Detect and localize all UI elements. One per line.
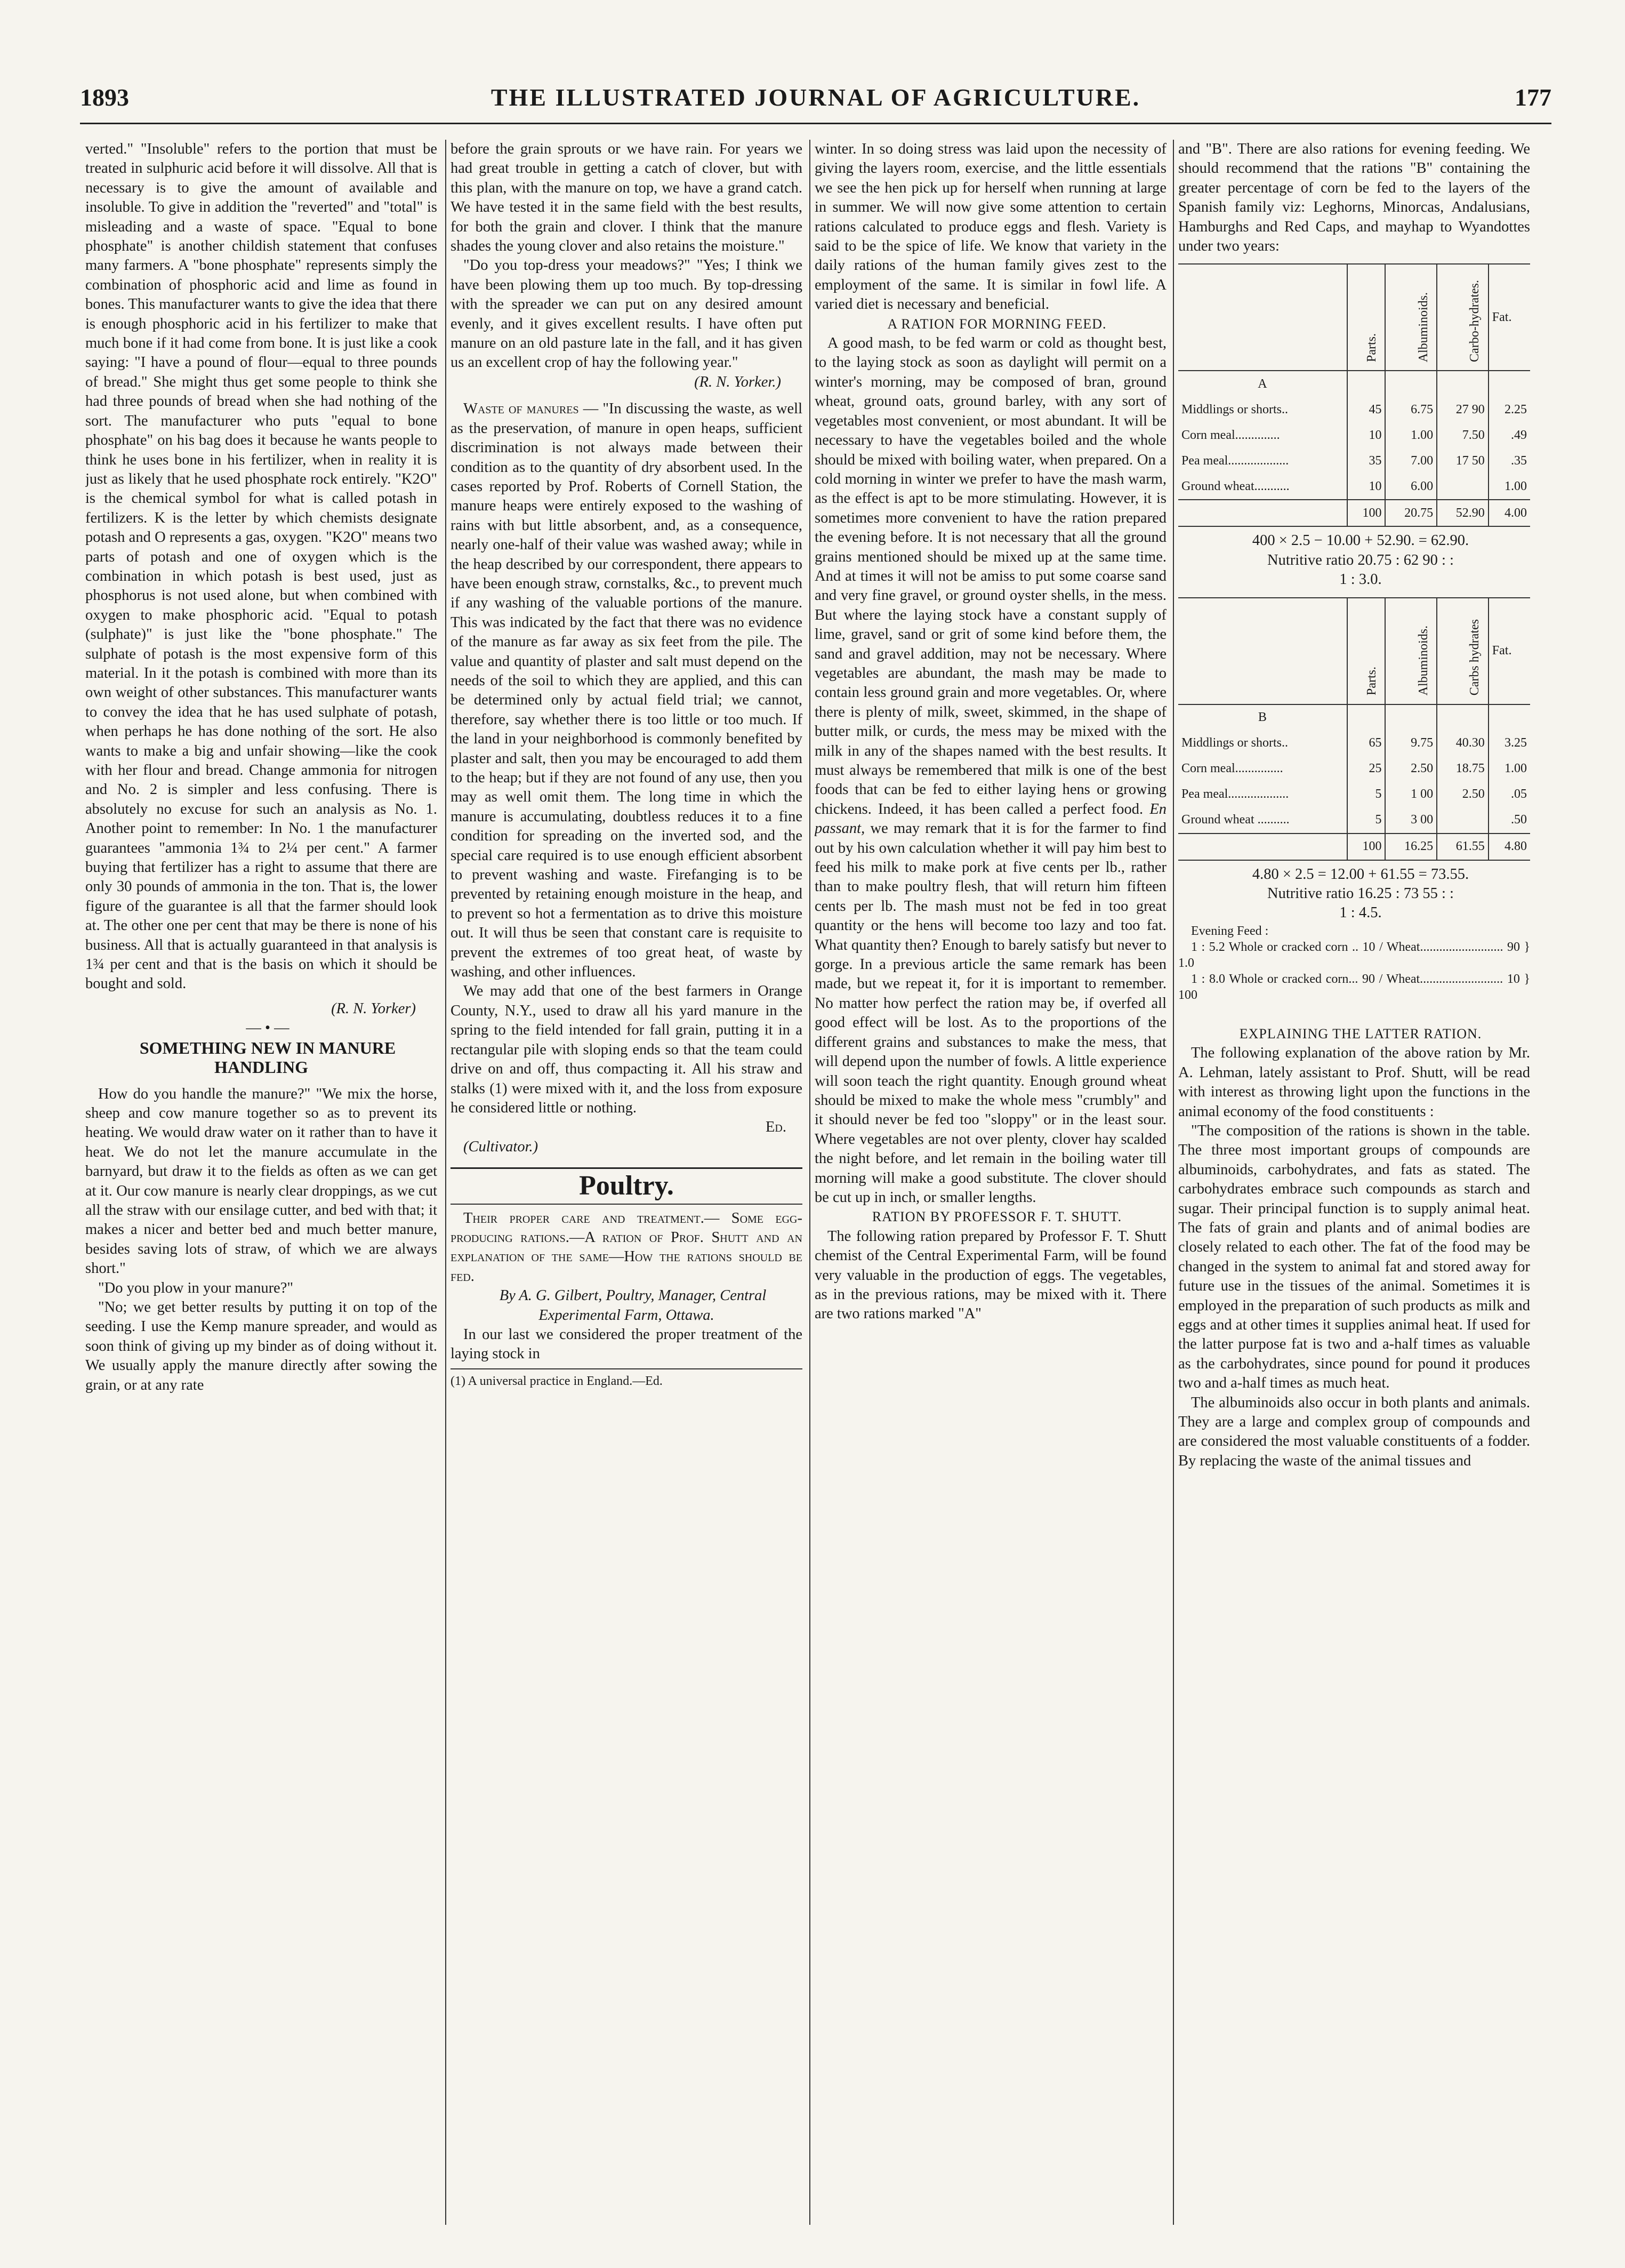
table-cell: 100: [1347, 834, 1386, 860]
table-cell: Ground wheat...........: [1178, 474, 1347, 500]
source-credit: (Cultivator.): [463, 1138, 538, 1155]
separator: — • —: [246, 1020, 289, 1037]
paragraph: and "B". There are also rations for evening feeding. We should recommend that the rations "B" containing the greater percentage of corn be fed to the layers of the Spanish family viz: Leghorns, Minorcas, Andalusians, Hamburghs and Red Caps, and mayhap to Wyandottes under two years:: [1178, 141, 1530, 255]
page-number: 177: [1515, 84, 1551, 111]
table-cell: 45: [1347, 397, 1386, 422]
table-cell: 16.25: [1385, 834, 1437, 860]
column-header: Carbo-hydrates.: [1468, 280, 1482, 363]
editor-signoff: Ed.: [766, 1119, 786, 1136]
paragraph: The following explanation of the above ration by Mr. A. Lehman, lately assistant to Prof. Shutt, will be read with interest as throwing light upon the functions in the animal economy of the food constituents :: [1178, 1045, 1530, 1120]
table-cell: 61.55: [1437, 834, 1489, 860]
article-heading: SOMETHING NEW IN MANURE HANDLING: [139, 1038, 396, 1077]
table-total-row: [1178, 500, 1530, 526]
ration-letter: A: [1178, 371, 1347, 397]
table-cell: 5: [1347, 807, 1386, 834]
table-row: [1178, 756, 1530, 782]
table-cell: .05: [1511, 787, 1527, 802]
column-rule: [809, 140, 810, 2225]
table-cell: 2.25: [1505, 403, 1527, 417]
paragraph: We may add that one of the best farmers in Orange County, N.Y., used to draw all his yard manure in the spring to the field intended for fall grain, putting it in a rectangular pile with sloping ends so that the team could drive on and off, thus compacting it. All his straw and stalks (1) were mixed with it, and the loss from exposure he considered little or nothing.: [451, 983, 802, 1116]
table-cell: 6.75: [1385, 397, 1437, 422]
evening-feed-label: Evening Feed :: [1191, 924, 1269, 938]
ration-letter: B: [1178, 704, 1347, 731]
table-cell: 4.00: [1489, 500, 1530, 526]
table-row: [1178, 731, 1530, 756]
table-cell: 18.75: [1437, 756, 1489, 782]
table-cell: 65: [1347, 731, 1386, 756]
paragraph: we may remark that it is for the farmer to find out by his own calculation whether it will pay him best to feed his milk to make pork at five cents per lb., rather than to make poultry flesh, that will return him fifteen cents per lb. The mash must not be fed in too great quantity or the hens will become too lazy and too fat. What quantity then? Enough to barely satisfy but never to gorge. In a previous article the same remark has been made, but we repeat it, for it is important to remember. No matter how perfect the ration may be, if overfed all good effect will be lost. As to the proportions of the different grains and substances to make the mess, that will depend upon the number of fowls. A little experience will soon teach the right quantity. Enough ground wheat should be mixed to make the whole mess "crumbly" and it should never be fed too "sloppy" or in the least sour. Where vegetables are not over plenty, clover hay scalded the night before, and let remain in the boiling water till morning will make a good substitute. The clover should be cut up in inch, or smaller lengths.: [815, 820, 1167, 1206]
table-total-row: [1178, 834, 1530, 860]
column-header: Parts.: [1365, 667, 1379, 696]
journal-title: THE ILLUSTRATED JOURNAL OF AGRICULTURE.: [490, 84, 1141, 111]
table-cell: [1437, 807, 1489, 834]
paragraph: A good mash, to be fed warm or cold as thought best, to the laying stock as soon as daylight will permit on a winter's morning, may be composed of bran, ground wheat, ground oats, ground barley, with any sort of vegetables most convenient, or most abundant. It will be necessary to have the vegetables boiled and the whole should be mixed with boiling water, when prepared. On a cold morning in winter we prefer to have the mash warm, as the effect is apt to be more stimulating. However, it is sometimes more convenient to have the ration prepared the evening before. It is not necessary that all the ground grains mentioned should be mixed up at the same time. And at times it will not be amiss to put some coarse sand and very fine gravel, or ground oyster shells, in the mess. But where the laying stock have a constant supply of lime, gravel, sand or grit of some kind before them, the sand and gravel addition, may not be necessary. Where vegetables are abundant, the mash may be made to contain less ground grain and more vegetables. Or, where there is plenty of milk, sweet, skimmed, in the shape of butter milk, or curds, the mess may be mixed with the milk in any of the shapes named with the best results. It must always be remembered that milk is one of the best foods that can be fed to either laying hens or growing chickens. Indeed, it has been called a perfect food.: [815, 335, 1167, 818]
table-cell: 1.00: [1385, 422, 1437, 448]
header-year: 1893: [80, 84, 129, 111]
footnote: (1) A universal practice in England.—Ed.: [451, 1368, 802, 1391]
table-cell: Pea meal...................: [1178, 448, 1347, 474]
paragraph: before the grain sprouts or we have rain. For years we had great trouble in getting a catch of clover, but with this plan, with the manure on top, we have a grand catch. We have tested it in the same field with the best results, for both the grain and clover. I think that the manure shades the young clover and also retains the moisture.": [451, 141, 802, 255]
table-cell: 5: [1347, 782, 1386, 807]
article-subtitle: Their proper care and treatment.— Some egg-producing rations.—A ration of Prof. Shutt and an explanation of the same—How the rations should be fed.: [451, 1204, 802, 1287]
calculation: Nutritive ratio 16.25 : 73 55 : :: [1267, 885, 1454, 902]
column-header: Fat.: [1489, 598, 1530, 704]
section-heading: EXPLAINING THE LATTER RATION.: [1239, 1025, 1482, 1041]
ration-table-b: [1178, 597, 1530, 861]
table-cell: 25: [1347, 756, 1386, 782]
table-cell: .35: [1511, 454, 1527, 468]
table-cell: 40.30: [1437, 731, 1489, 756]
table-cell: 9.75: [1385, 731, 1437, 756]
table-cell: 1 00: [1385, 782, 1437, 807]
column-2: [451, 140, 802, 2225]
table-cell: 35: [1347, 448, 1386, 474]
table-cell: 7.00: [1385, 448, 1437, 474]
table-cell: 1.00: [1505, 479, 1527, 494]
table-cell: 3.25: [1505, 736, 1527, 750]
table-cell: 27 90: [1437, 397, 1489, 422]
table-cell: 10: [1347, 422, 1386, 448]
paragraph: The albuminoids also occur in both plants and animals. They are a large and complex group of compounds and are considered the most valuable constituents of a fodder. By replacing the waste of the animal tissues and: [1178, 1394, 1530, 1469]
table-cell: 10: [1347, 474, 1386, 500]
calculation: Nutritive ratio 20.75 : 62 90 : :: [1267, 551, 1454, 568]
table-cell: 2.50: [1437, 782, 1489, 807]
evening-feed-line: 1 : 8.0 Whole or cracked corn... 90 / Wheat.......................... 10 } 100: [1178, 972, 1530, 1002]
paragraph: winter. In so doing stress was laid upon the necessity of giving the layers room, exercise, and the little essentials we see the hen pick up for herself when running at large in summer. We will now give some attention to certain rations calculated to produce eggs and flesh. Variety is said to be the spice of life. We know that variety in the daily rations of the human family gives zest to the employment of the same. It is similar in fowl life. A varied diet is necessary and beneficial.: [815, 141, 1167, 313]
table-row: [1178, 397, 1530, 422]
calculation: 1 : 4.5.: [1339, 904, 1382, 921]
table-cell: 4.80: [1489, 834, 1530, 860]
column-header: Carbs hydrates: [1468, 619, 1482, 696]
source-credit: (R. N. Yorker): [331, 1000, 416, 1017]
table-cell: Corn meal..............: [1178, 422, 1347, 448]
column-header: Parts.: [1365, 333, 1379, 363]
table-cell: 3 00: [1385, 807, 1437, 834]
evening-feed-line: 1 : 5.2 Whole or cracked corn .. 10 / Wheat.......................... 90 } 1.0: [1178, 940, 1530, 970]
page-header: [80, 80, 1551, 124]
column-1: [85, 140, 437, 2225]
paragraph: "No; we get better results by putting it on top of the seeding. I use the Kemp manure spreader, and would as soon think of giving up my binder as of doing without it. We usually apply the manure directly after sowing the grain, or at any rate: [85, 1299, 437, 1393]
source-credit: (R. N. Yorker.): [694, 373, 781, 390]
section-heading: RATION BY PROFESSOR F. T. SHUTT.: [872, 1209, 1122, 1225]
table-cell: 2.50: [1385, 756, 1437, 782]
table-row: [1178, 807, 1530, 834]
paragraph: The following ration prepared by Professor F. T. Shutt chemist of the Central Experimental Farm, will be found very valuable in the production of eggs. The vegetables, as in the previous rations, may be mixed with it. There are two rations marked "A": [815, 1228, 1167, 1323]
column-rule: [445, 140, 446, 2225]
calculation: 400 × 2.5 − 10.00 + 52.90. = 62.90.: [1252, 532, 1469, 549]
paragraph: verted." "Insoluble" refers to the portion that must be treated in sulphuric acid before it will dissolve. All that is necessary is to give the amount of available and insoluble. To give in addition the "reverted" and "total" is misleading and a waste of space. "Equal to bone phosphate" is another childish statement that confuses many farmers. A "bone phosphate" represents simply the combination of phosphoric acid and lime as found in bones. This manufacturer wants to give the idea that there is enough phosphoric acid in his fertilizer to make that much bone if it had come from bone. It is just like a cook saying: "I have a pound of flour—equal to three pounds of bread." She might thus get some people to think she had three pounds of bread when she had nothing of the sort. The manufacturer who puts "equal to bone phosphate" on his bag does it because he wants people to think he uses bone in his fertilizer, when in reality it is just as likely that he used phosphate rock entirely. "K2O" is the chemical symbol for what is called potash in fertilizers. K is the letter by which chemists designate potash and O represents a gas, oxygen. "K2O" means two parts of potash and one of oxygen which is the combination in which potash is best used, just as phosphorus is not used alone, but when combined with oxygen to make phosphoric acid. "Equal to potash (sulphate)" is just like the "bone phosphate." The sulphate of potash is the most expensive form of this material. In it the potash is combined with more than its own weight of other substances. This manufacturer wants to convey the idea that he has used sulphate of potash, when perhaps he has done nothing of the sort. He also wants to make a big and unfair showing—like the cook with her flour and bread. Change ammonia for nitrogen and No. 2 is simpler and less confusing. There is absolutely no excuse for such an analysis as No. 1. Another point to remember: In No. 1 the manufacturer guarantees "ammonia 1¾ to 2¼ per cent." A farmer buying that fertilizer has a right to assume that there are only 30 pounds of ammonia in the ton. That is, the lower figure of the guarantee is all that the farmer should look at. The other one per cent that may be there is none of his business. All that is actually guaranteed in that analysis is 1¾ per cent and that is the basis on which it should be bought and sold.: [85, 141, 437, 992]
calculation: 1 : 3.0.: [1339, 571, 1382, 588]
paragraph: "Do you plow in your manure?": [98, 1279, 293, 1296]
calculation: 4.80 × 2.5 = 12.00 + 61.55 = 73.55.: [1252, 865, 1469, 883]
table-row: [1178, 782, 1530, 807]
byline: By A. G. Gilbert, Poultry, Manager, Central Experimental Farm, Ottawa.: [499, 1287, 767, 1324]
table-cell: 52.90: [1437, 500, 1489, 526]
section-heading: A RATION FOR MORNING FEED.: [887, 316, 1107, 332]
ration-table-a: [1178, 263, 1530, 527]
column-3: [815, 140, 1167, 2225]
table-cell: 20.75: [1385, 500, 1437, 526]
table-cell: 1.00: [1505, 762, 1527, 776]
table-cell: 7.50: [1437, 422, 1489, 448]
table-cell: Pea meal...................: [1178, 782, 1347, 807]
column-header: Albuminoids.: [1416, 625, 1430, 696]
table-row: [1178, 474, 1530, 500]
column-4: [1178, 140, 1530, 2225]
table-cell: .49: [1511, 428, 1527, 443]
column-header: Albuminoids.: [1416, 292, 1430, 363]
paragraph: How do you handle the manure?" "We mix the horse, sheep and cow manure together so as to prevent its heating. We would draw water on it rather than to have it heat. We do not let the manure accumulate in the barnyard, but draw it to the fields as often as we can get at it. Our cow manure is nearly clear droppings, as we cut all the straw with our ensilage cutter, and bed with that; it makes a nicer and better bed and much better manure, besides saving lots of straw, of which we are always short.": [85, 1085, 437, 1277]
run-in-heading: Waste of manures: [463, 400, 579, 418]
table-cell: .50: [1511, 813, 1527, 827]
section-title: Poultry.: [451, 1167, 802, 1196]
table-cell: Corn meal...............: [1178, 756, 1347, 782]
paragraph: — "In discussing the waste, as well as the preservation, of manure in open heaps, sufficient discrimination is not always made between their condition as to the quantity of dry absorbent used. In the cases reported by Prof. Roberts of Cornell Station, the manure heaps were entirely exposed to the washing of rains with but little absorbent, and, as a consequence, nearly one-half of their value was washed away; while in the heap described by our correspondent, there appears to have been enough straw, cornstalks, &c., to prevent much if any washing of the valuable portions of the manure. This was indicated by the fact that there was no evidence of the manure as far away as six feet from the pile. The value and quantity of plaster and salt must depend on the needs of the soil to which they are applied, and this can be determined only by actual field trial; we cannot, therefore, say whether there is too little or too much. If the land in your neighborhood is commonly benefited by plaster and salt, then you may be encouraged to add them to the heap; but if they are not found of any use, then you may as well omit them. The long time in which the manure is accumulating, doubtless reduces it to a fine condition for spreading on the inverted sod, and the special care required is to use enough efficient absorbent to prevent washing and waste. Firefanging is to be prevented by retaining enough moisture in the heap, and to prevent so hot a fermentation as to drive this moisture out. It will thus be seen that constant care is requisite to prevent the extremes of too great heat, of waste by washing, and other influences.: [451, 400, 802, 981]
paragraph: In our last we considered the proper treatment of the laying stock in: [451, 1326, 802, 1363]
table-cell: 100: [1347, 500, 1386, 526]
column-header: Fat.: [1489, 264, 1530, 371]
column-rule: [1173, 140, 1174, 2225]
table-row: [1178, 422, 1530, 448]
paragraph: "The composition of the rations is shown in the table. The three most important groups of compounds are albuminoids, carbohydrates, and fats as stated. The carbohydrates embrace such compounds as starch and sugar. Their principal function is to supply animal heat. The fats of grain and plants and of animal bodies are closely related to each other. The fat of the food may be changed in the system to animal fat and stored away for future use in the tissues of the animal. Sometimes it is employed in the preparation of such products as milk and eggs and at other times it supplies animal heat. If used for the latter purpose fat is two and a-half times as valuable as the carbohydrates, since pound for pound it produces two and a-half times as much heat.: [1178, 1122, 1530, 1392]
table-row: [1178, 448, 1530, 474]
table-cell: Middlings or shorts..: [1178, 731, 1347, 756]
table-cell: Ground wheat ..........: [1178, 807, 1347, 834]
table-cell: 6.00: [1385, 474, 1437, 500]
paragraph: "Do you top-dress your meadows?" "Yes; I think we have been plowing them up too much. By top-dressing with the spreader we can put on any desired amount evenly, and it gives excellent results. I have often put manure on an old pasture late in the fall, and it has given us an excellent crop of hay the following year.": [451, 257, 802, 371]
table-cell: Middlings or shorts..: [1178, 397, 1347, 422]
table-cell: 17 50: [1437, 448, 1489, 474]
italic-phrase: En passant,: [815, 800, 1167, 837]
table-cell: [1437, 474, 1489, 500]
